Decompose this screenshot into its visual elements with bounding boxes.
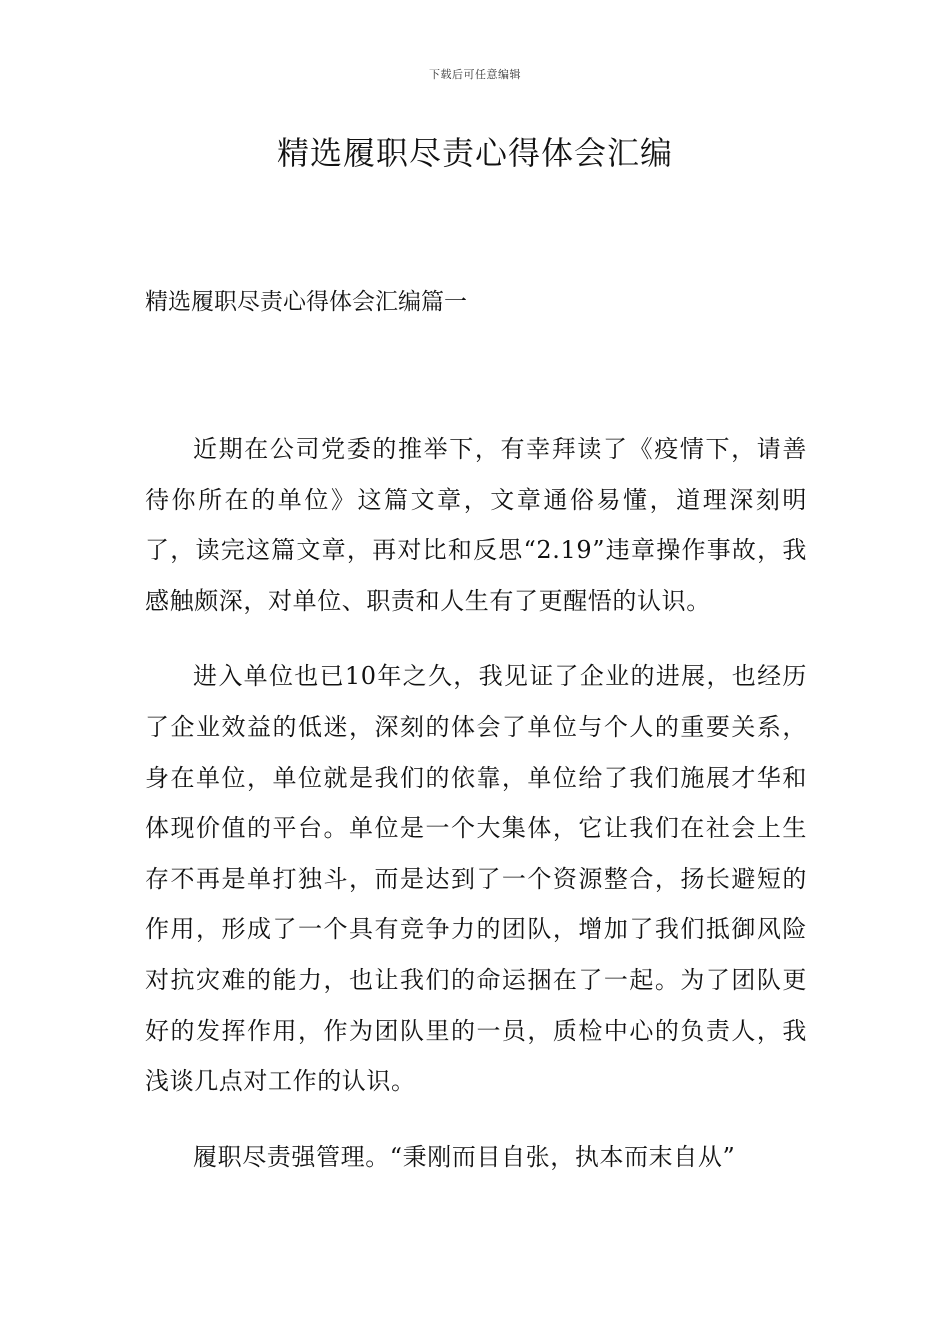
document-title: 精选履职尽责心得体会汇编 [276,134,673,172]
paragraph-2: 进入单位也已10年之久，我见证了企业的进展，也经历了企业效益的低迷，深刻的体会了单位与个人的重要关系，身在单位，单位就是我们的依靠，单位给了我们施展才华和体现价值的平台。单位是一个大集体，它让我们在社会上生存不再是单打独斗，而是达到了一个资源整合，扬长避短的作用，形成了一个具有竞争力的团队，增加了我们抵御风险对抗灾难的能力，也让我们的命运捆在了一起。为了团队更好的发挥作用，作为团队里的一员，质检中心的负责人，我浅谈几点对工作的认识。 [145,662,807,1096]
body-text [145,424,807,1207]
paragraph-1: 近期在公司党委的推举下，有幸拜读了《疫情下，请善待你所在的单位》这篇文章，文章通俗易懂，道理深刻明了，读完这篇文章，再对比和反思“2.19”违章操作事故，我感触颇深，对单位、职责和人生有了更醒悟的认识。 [145,435,807,615]
paragraph-3: 履职尽责强管理。“秉刚而目自张，执本而末自从” [193,1142,736,1171]
section-heading: 精选履职尽责心得体会汇编篇一 [145,289,467,315]
header-note: 下载后可任意编辑 [429,68,521,81]
